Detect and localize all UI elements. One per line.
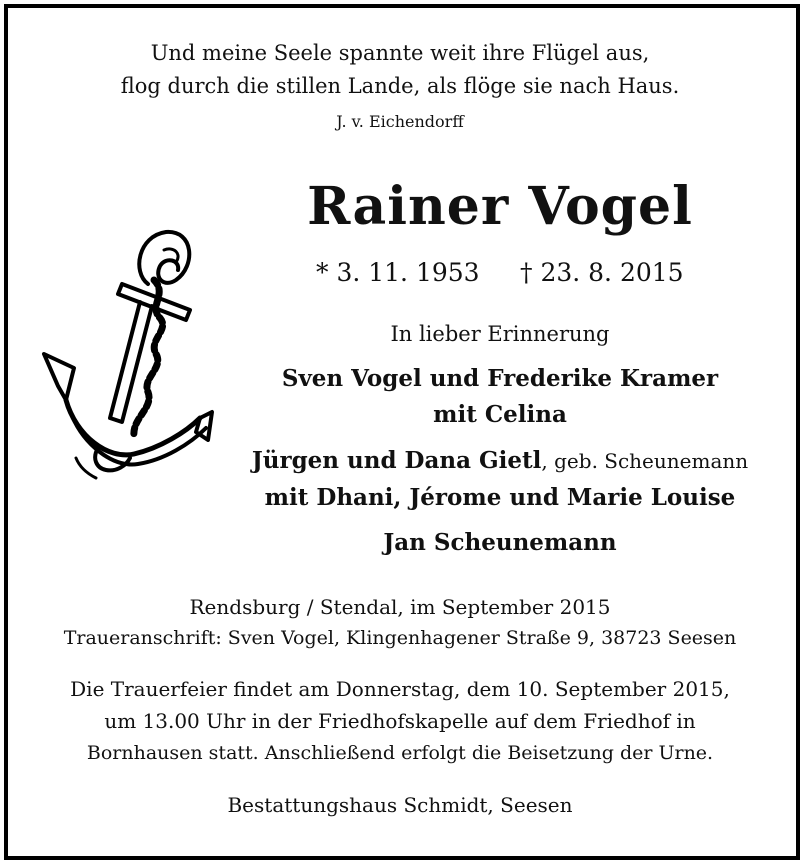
ceremony-line-1: Die Trauerfeier findet am Donnerstag, dem 10. September 2015, <box>70 677 730 701</box>
birth-date: * 3. 11. 1953 <box>316 258 480 287</box>
mourner-group-2-names: Jürgen und Dana Gietl <box>251 447 542 474</box>
mourner-group-2-line-2: mit Dhani, Jérome und Marie Louise <box>264 484 736 511</box>
deceased-name: Rainer Vogel <box>307 176 693 237</box>
mourner-group-2-line-1 <box>230 444 770 478</box>
death-date: † 23. 8. 2015 <box>520 258 684 287</box>
poem-line-2: flog durch die stillen Lande, als flöge sie nach Haus. <box>120 74 680 98</box>
mourner-group-3: Jan Scheunemann <box>383 529 617 556</box>
place-date: Rendsburg / Stendal, im September 2015 <box>189 595 611 619</box>
poem-line-1: Und meine Seele spannte weit ihre Flügel aus, <box>150 41 650 65</box>
funeral-home: Bestattungshaus Schmidt, Seesen <box>227 793 573 817</box>
mourner-group-2-suffix: , geb. Scheunemann <box>541 449 749 473</box>
mourning-address: Traueranschrift: Sven Vogel, Klingenhagener Straße 9, 38723 Seesen <box>63 627 737 649</box>
anchor-icon <box>36 222 226 492</box>
memory-intro: In lieber Erinnerung <box>390 322 610 346</box>
ceremony-line-3: Bornhausen statt. Anschließend erfolgt die Beisetzung der Urne. <box>86 742 714 764</box>
ceremony-line-2: um 13.00 Uhr in der Friedhofskapelle auf dem Friedhof in <box>104 709 696 733</box>
poem-author: J. v. Eichendorff <box>336 112 464 131</box>
mourner-group-1-line-1: Sven Vogel und Frederike Kramer <box>281 365 719 392</box>
mourner-group-1-line-2: mit Celina <box>433 401 567 428</box>
